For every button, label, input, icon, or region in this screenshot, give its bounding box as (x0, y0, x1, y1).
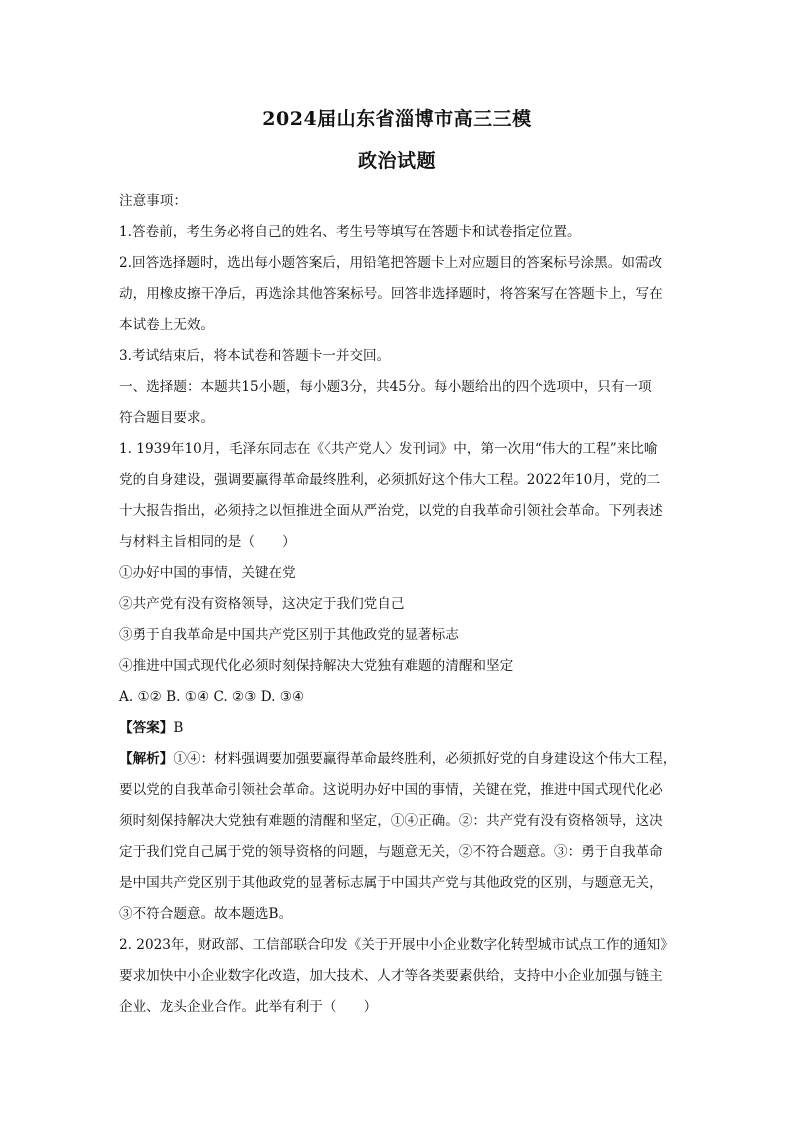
notice-item-2-line-2: 动，用橡皮擦干净后，再选涂其他答案标号。回答非选择题时，将答案写在答题卡上，写在 (119, 286, 663, 302)
notice-item-1: 1.答卷前，考生务必将自己的姓名、考生号等填写在答题卡和试卷指定位置。 (119, 224, 581, 240)
q1-analysis-line-1 (119, 744, 679, 775)
analysis-text: ①④：材料强调要加强要赢得革命最终胜利，必须抓好党的自身建设这个伟大工程， (173, 751, 677, 767)
answer-label: 【答案】 (119, 720, 174, 736)
q2-stem-line-3: 企业、龙头企业合作。此举有利于（ ） (119, 999, 378, 1015)
document-title: 2024届山东省淄博市高三三模 (262, 108, 532, 130)
q1-analysis-line-6: ③不符合题意。故本题选B。 (119, 906, 293, 922)
q1-option-3: ③勇于自我革命是中国共产党区别于其他政党的显著标志 (119, 627, 459, 643)
q1-answer (119, 713, 679, 744)
q1-option-4: ④推进中国式现代化必须时刻保持解决大党独有难题的清醒和坚定 (119, 658, 514, 674)
q1-stem-line-2: 党的自身建设，强调要赢得革命最终胜利，必须抓好这个伟大工程。2022年10月，党的二 (119, 472, 661, 488)
q1-stem-line-3: 十大报告指出，必须持之以恒推进全面从严治党，以党的自我革命引领社会革命。下列表述 (119, 503, 663, 519)
q2-stem-line-1: 2. 2023年，财政部、工信部联合印发《关于开展中小企业数字化转型城市试点工作的通知》 (119, 937, 674, 953)
q1-stem-line-1: 1. 1939年10月，毛泽东同志在《〈共产党人〉发刊词》中，第一次用“伟大的工程”来比喻 (119, 441, 658, 457)
q1-analysis-line-3: 须时刻保持解决大党独有难题的清醒和坚定，①④正确。②：共产党有没有资格领导，这决 (119, 813, 663, 829)
notice-item-2-line-1: 2.回答选择题时，选出每小题答案后，用铅笔把答题卡上对应题目的答案标号涂黑。如需改 (119, 255, 663, 271)
answer-value: B (173, 720, 184, 736)
q1-stem-line-4: 与材料主旨相同的是（ ） (119, 534, 296, 550)
document-subtitle: 政治试题 (357, 150, 436, 172)
q1-analysis-line-2: 要以党的自我革命引领社会革命。这说明办好中国的事情，关键在党，推进中国式现代化必 (119, 782, 663, 798)
q1-option-1: ①办好中国的事情，关键在党 (119, 565, 296, 581)
section-heading-line-1: 一、选择题：本题共15小题，每小题3分，共45分。每小题给出的四个选项中，只有一项 (119, 379, 652, 395)
analysis-label: 【解析】 (119, 751, 174, 767)
q1-option-2: ②共产党有没有资格领导，这决定于我们党自己 (119, 596, 405, 612)
document-body (119, 186, 679, 1023)
q1-choices: A. ①② B. ①④ C. ②③ D. ③④ (119, 689, 305, 705)
notice-item-2-line-3: 本试卷上无效。 (119, 317, 215, 333)
q1-analysis-line-4: 定于我们党自己属于党的领导资格的问题，与题意无关，②不符合题意。③：勇于自我革命 (119, 844, 663, 860)
section-heading-line-2: 符合题目要求。 (119, 410, 215, 426)
q2-stem-line-2: 要求加快中小企业数字化改造，加大技术、人才等各类要素供给，支持中小企业加强与链主 (119, 968, 663, 984)
q1-analysis-line-5: 是中国共产党区别于其他政党的显著标志属于中国共产党与其他政党的区别，与题意无关， (119, 875, 663, 891)
notice-item-3: 3.考试结束后，将本试卷和答题卡一并交回。 (119, 348, 391, 364)
notice-heading: 注意事项： (119, 193, 187, 209)
